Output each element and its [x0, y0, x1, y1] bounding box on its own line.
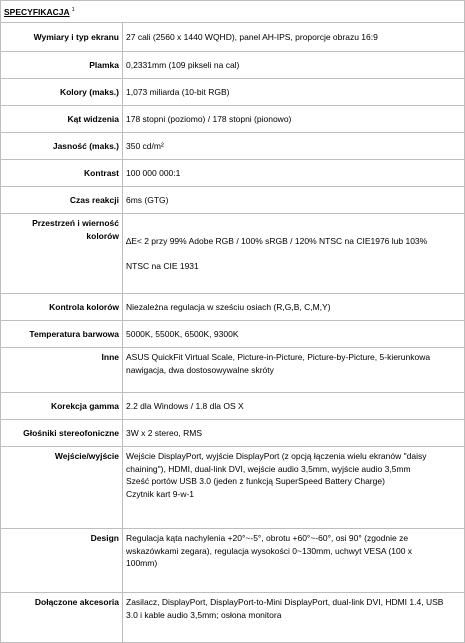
row-value-line: NTSC na CIE 1931 [126, 260, 199, 271]
row-value-line: Zasilacz, DisplayPort, DisplayPort-to-Mini DisplayPort, dual-link DVI, HDMI 1.4, USB [126, 597, 444, 607]
row-label [1, 214, 123, 294]
table-row [1, 52, 465, 79]
table-row [1, 106, 465, 133]
table-row [1, 133, 465, 160]
row-value: Niezależna regulacja w sześciu osiach (R,G,B, C,M,Y) [123, 294, 465, 321]
table-row [1, 187, 465, 214]
row-value [123, 348, 465, 393]
row-value-line: Sześć portów USB 3.0 (jeden z funkcją SuperSpeed Battery Charge) [126, 476, 385, 486]
row-label: Design [1, 529, 123, 593]
row-value: 178 stopni (poziomo) / 178 stopni (pionowo) [123, 106, 465, 133]
spec-title: SPECYFIKACJA [4, 7, 70, 18]
row-value: 0,2331mm (109 pikseli na cal) [123, 52, 465, 79]
table-row [1, 160, 465, 187]
row-label: Inne [1, 348, 123, 393]
row-value-line: wskazówkami zegara), regulacja wysokości 0~130mm, uchwyt VESA (100 x [126, 545, 413, 556]
row-label: Plamka [1, 52, 123, 79]
row-label-line: kolorów [86, 230, 119, 241]
row-label: Temperatura barwowa [1, 321, 123, 348]
table-row [1, 23, 465, 52]
row-label: Kolory (maks.) [1, 79, 123, 106]
row-label: Głośniki stereofoniczne [1, 420, 123, 447]
row-value: 3W x 2 stereo, RMS [123, 420, 465, 447]
row-value-line: Regulacja kąta nachylenia +20°~-5°, obrotu +60°~-60°, osi 90° (zgodnie ze [126, 533, 409, 543]
table-header [1, 1, 465, 23]
table-row [1, 294, 465, 321]
row-value: 350 cd/m² [123, 133, 465, 160]
table-row [1, 79, 465, 106]
row-label: Kontrola kolorów [1, 294, 123, 321]
row-value: 6ms (GTG) [123, 187, 465, 214]
row-label: Czas reakcji [1, 187, 123, 214]
row-label: Dołączone akcesoria [1, 593, 123, 643]
row-value-line: 100mm) [126, 558, 158, 568]
table-row [1, 593, 465, 643]
row-label: Kontrast [1, 160, 123, 187]
row-label: Wymiary i typ ekranu [1, 23, 123, 52]
table-row [1, 420, 465, 447]
table-header-row [1, 1, 465, 23]
row-label: Korekcja gamma [1, 393, 123, 420]
table-row [1, 348, 465, 393]
row-value [123, 529, 465, 593]
row-label-line: Przestrzeń i wierność [32, 218, 119, 228]
row-value-line: ASUS QuickFit Virtual Scale, Picture-in-Picture, Picture-by-Picture, 5-kierunkowa [126, 352, 431, 362]
row-value-line: 3.0 i kable audio 3,5mm; osłona monitora [126, 609, 282, 620]
row-value [123, 214, 465, 294]
row-value: 5000K, 5500K, 6500K, 9300K [123, 321, 465, 348]
row-value-line: ∆E< 2 przy 99% Adobe RGB / 100% sRGB / 120% NTSC na CIE1976 lub 103% [126, 236, 428, 246]
table-row [1, 447, 465, 529]
footnote-marker: 1 [71, 7, 75, 14]
row-value: 27 cali (2560 x 1440 WQHD), panel AH-IPS, proporcje obrazu 16:9 [123, 23, 465, 52]
row-value-line: chaining"), HDMI, dual-link DVI, wejście audio 3,5mm, wyjście audio 3,5mm [126, 463, 411, 474]
row-label: Jasność (maks.) [1, 133, 123, 160]
row-value: 1,073 miliarda (10-bit RGB) [123, 79, 465, 106]
table-row [1, 321, 465, 348]
table-row [1, 393, 465, 420]
row-value-line: nawigacja, dwa dostosowywalne skróty [126, 364, 274, 375]
table-row [1, 529, 465, 593]
row-value: 2.2 dla Windows / 1.8 dla OS X [123, 393, 465, 420]
row-value [123, 593, 465, 643]
row-value [123, 447, 465, 529]
row-label: Wejście/wyjście [1, 447, 123, 529]
row-value-line: Czytnik kart 9-w-1 [126, 488, 195, 499]
table-row [1, 214, 465, 294]
row-label: Kąt widzenia [1, 106, 123, 133]
row-value-line: Wejście DisplayPort, wyjście DisplayPort (z opcją łączenia wielu ekranów "daisy [126, 451, 427, 461]
row-value: 100 000 000:1 [123, 160, 465, 187]
